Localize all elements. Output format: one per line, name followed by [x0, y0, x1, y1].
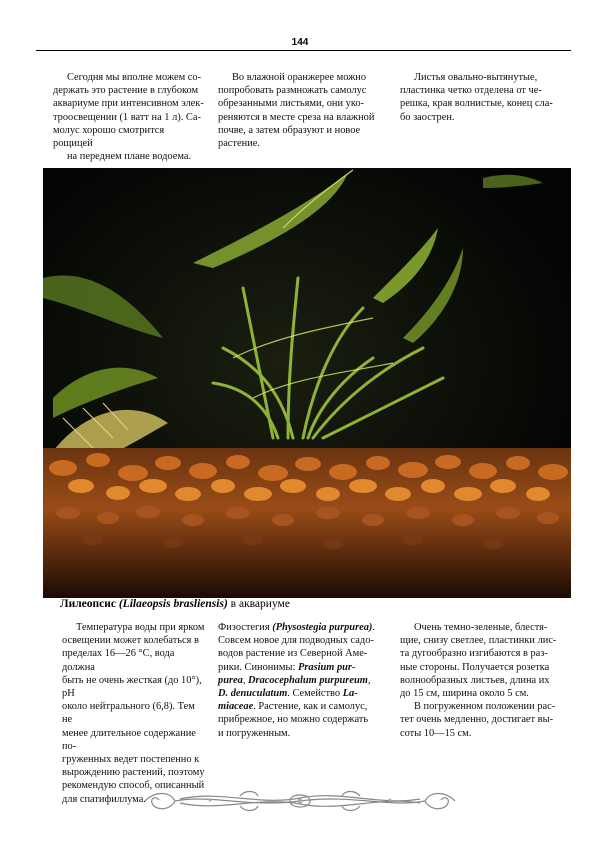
top-column-2 — [218, 71, 388, 150]
text-line: пределах 16—26 °С, вода должна — [62, 648, 175, 673]
text-line: . Растение, как и самолус, — [253, 701, 368, 713]
text-line: волнообразных листьев, длина их — [400, 674, 550, 686]
latin-name: Prasium pur- — [297, 661, 356, 673]
text-line: троосвещении (1 ватт на 1 л). Са- — [53, 111, 201, 123]
figure-caption — [60, 598, 570, 610]
text-line: держать это растение в глубоком — [53, 85, 199, 97]
latin-name: Dracocephalum purpureum — [248, 674, 368, 686]
text-line: решка, края волнистые, конец сла- — [400, 98, 553, 110]
text-line: рики. Синонимы: — [218, 661, 298, 673]
text-line: обрезанными листьями, они уко- — [218, 98, 365, 110]
top-column-1 — [53, 71, 205, 163]
bottom-column-2 — [218, 621, 388, 740]
text-line: тет очень медленно, достигает вы- — [400, 714, 554, 726]
text-line: растение. — [218, 138, 260, 150]
text-line: пластинка четко отделена от че- — [400, 85, 542, 97]
latin-name: purea — [218, 674, 243, 686]
text-line: Физостегия — [218, 622, 273, 633]
text-line: , — [367, 674, 371, 686]
header-rule — [36, 50, 571, 51]
text-line: Во влажной оранжерее можно — [232, 72, 367, 83]
latin-name: La- — [342, 688, 358, 700]
text-line: ные стороны. Получается розетка — [400, 661, 550, 673]
text-line: освещении может колебаться в — [62, 635, 199, 647]
latin-name: (Physostegia purpurea) — [272, 622, 373, 633]
text-line: быть не очень жесткая (до 10°), рН — [62, 674, 202, 700]
text-line: Сегодня мы вполне можем со- — [67, 72, 202, 83]
text-line: груженных ведет постепенно к — [62, 754, 200, 766]
text-line: бо заострен. — [400, 111, 455, 123]
text-line: щие, снизу светлее, пластинки лис- — [400, 635, 557, 647]
text-line: Очень темно-зеленые, блестя- — [414, 622, 548, 633]
text-line: водов растение из Северной Аме- — [218, 648, 368, 660]
text-line: для спатифиллума. — [62, 793, 146, 805]
text-line: аквариуме при интенсивном элек- — [53, 98, 204, 110]
text-line: . Семейство — [287, 688, 343, 700]
caption-rest: в аквариуме — [227, 598, 290, 610]
text-line: Листья овально-вытянутые, — [414, 72, 538, 83]
text-line: на переднем плане водоема. — [67, 151, 192, 163]
top-column-3 — [400, 71, 570, 124]
text-line: менее длительное содержание по- — [62, 727, 196, 752]
latin-name: D. denuculatum — [218, 688, 288, 700]
text-line: В погруженном положении рас- — [414, 701, 556, 713]
text-line: около нейтрального (6,8). Тем не — [62, 701, 195, 726]
text-line: попробовать размножать самолус — [218, 85, 367, 97]
caption-latin: (Lilaeopsis brasliensis) — [118, 598, 228, 610]
bottom-column-3 — [400, 621, 570, 740]
text-line: и погруженным. — [218, 727, 291, 739]
text-line: молус хорошо смотрится рощицей — [53, 124, 165, 150]
latin-name: miaceae — [218, 701, 254, 713]
bottom-column-1 — [62, 621, 207, 806]
text-line: рекомендую способ, описанный — [62, 780, 205, 792]
decorative-scroll-ornament-icon — [140, 786, 460, 816]
text-line: , — [242, 674, 249, 686]
text-line: Температура воды при ярком — [76, 622, 205, 633]
text-line: до 15 см, ширина около 5 см. — [400, 688, 529, 700]
text-line: прибрежное, но можно содержать — [218, 714, 369, 726]
text-line: . — [372, 622, 376, 633]
aquarium-photo — [43, 168, 571, 598]
caption-name: Лилеопсис — [60, 598, 116, 610]
page-number: 144 — [291, 37, 309, 48]
text-line: реняются в месте среза на влажной — [218, 111, 375, 123]
text-line: почве, а затем образуют и новое — [218, 124, 361, 136]
text-line: вырождению растений, поэтому — [62, 767, 205, 779]
text-line: Совсем новое для подводных садо- — [218, 635, 374, 647]
text-line: соты 10—15 см. — [400, 727, 472, 739]
text-line: та дугообразно изгибаются в раз- — [400, 648, 548, 660]
